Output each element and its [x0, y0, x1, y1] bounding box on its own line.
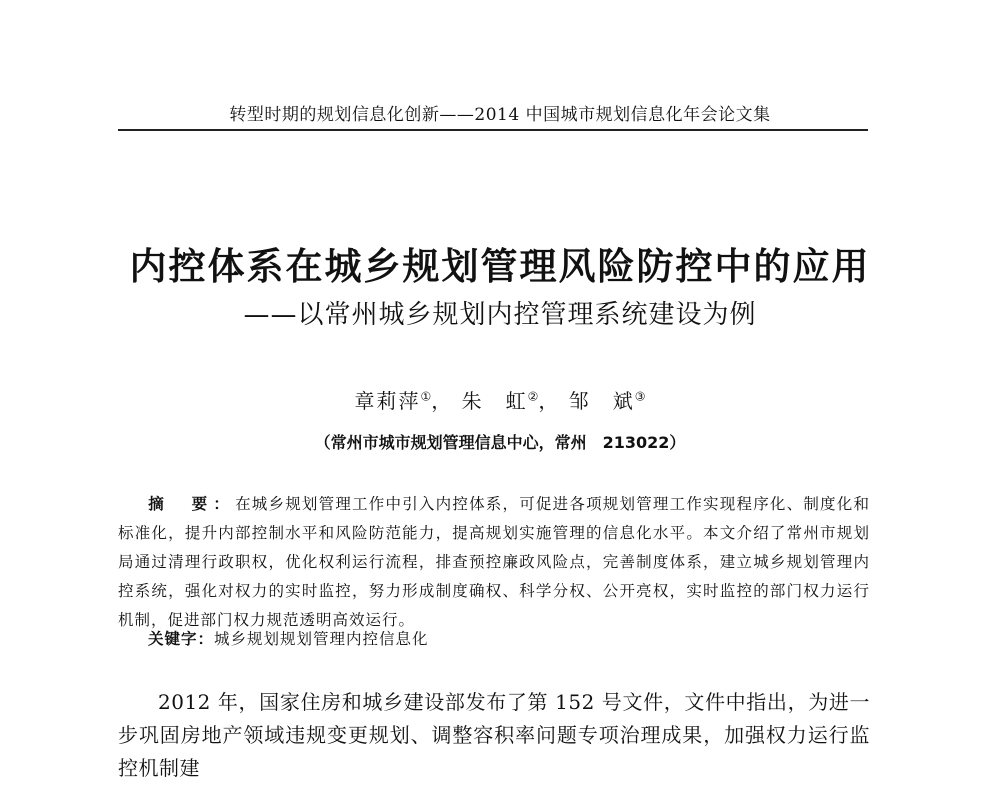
author-list	[0, 385, 1000, 414]
keywords-text: 城乡规划规划管理内控信息化	[214, 630, 429, 648]
abstract-text: 在城乡规划管理工作中引入内控体系，可促进各项规划管理工作实现程序化、制度化和标准化，提升内部控制水平和风险防范能力，提高规划实施管理的信息化水平。本文介绍了常州市规划局通过清理行政职权，优化权利运行流程，排查预控廉政风险点，完善制度体系，建立城乡规划管理内控系统，强化对权力的实时监控，努力形成制度确权、科学分权、公开亮权，实时监控的部门权力运行机制，促进部门权力规范透明高效运行。	[118, 495, 870, 629]
author-name: 章莉萍	[354, 389, 421, 413]
author-footnote-mark: ③	[634, 389, 646, 404]
author-separator: ，	[431, 389, 454, 413]
header-rule	[118, 129, 868, 131]
affiliation: （常州市城市规划管理信息中心，常州 213022）	[314, 433, 686, 452]
keywords	[148, 627, 868, 649]
running-header: 转型时期的规划信息化创新——2014 中国城市规划信息化年会论文集	[229, 105, 771, 125]
keywords-label: 关键字：	[148, 630, 215, 648]
author-footnote-mark: ②	[527, 389, 539, 404]
body-paragraph: 2012 年，国家住房和城乡建设部发布了第 152 号文件，文件中指出，为进一步巩固房地产领域违规变更规划、调整容积率问题专项治理成果，加强权力运行监控机制建	[118, 690, 870, 780]
author-separator: ，	[538, 389, 561, 413]
paper-title: 内控体系在城乡规划管理风险防控中的应用	[129, 245, 871, 288]
abstract-label: 摘 要：	[148, 495, 236, 513]
author-name: 邹 斌	[568, 389, 635, 413]
author-name: 朱 虹	[461, 389, 528, 413]
paper-subtitle: ——以常州城乡规划内控管理系统建设为例	[243, 300, 757, 330]
author-footnote-mark: ①	[420, 389, 432, 404]
abstract	[118, 490, 870, 635]
